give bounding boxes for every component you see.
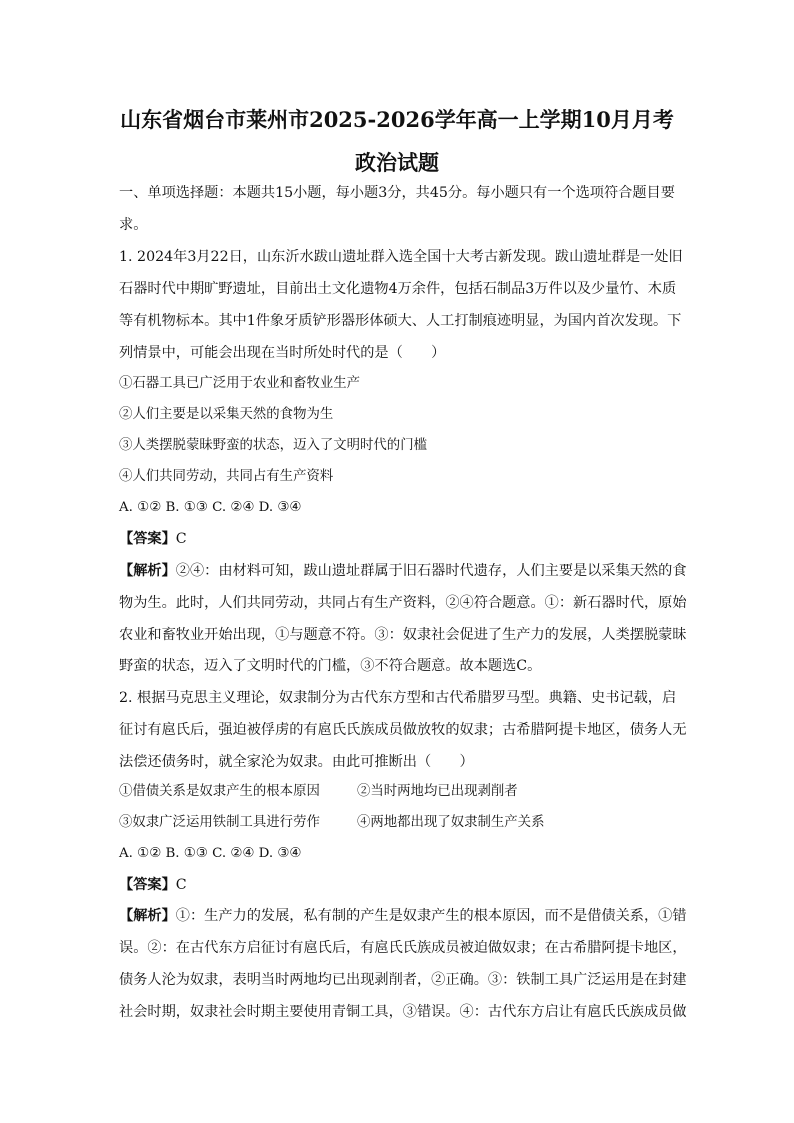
q2-stem-line-2: 征讨有扈氏后，强迫被俘虏的有扈氏氏族成员做放牧的奴隶；古希腊阿提卡地区，债务人无 — [119, 722, 687, 738]
q2-options-row-1 — [119, 782, 689, 802]
q2-option-2: ②当时两地均已出现剥削者 — [357, 784, 518, 799]
q2-option-1: ①借债关系是奴隶产生的根本原因 — [119, 784, 320, 799]
q1-analysis-line-3: 农业和畜牧业开始出现，①与题意不符。③：奴隶社会促进了生产力的发展，人类摆脱蒙昧 — [119, 627, 687, 643]
q1-option-2: ②人们主要是以采集天然的食物为生 — [119, 407, 334, 422]
q1-analysis-line-1 — [119, 561, 689, 581]
q2-choices: A. ①② B. ①③ C. ②④ D. ③④ — [119, 846, 302, 861]
q2-answer — [119, 875, 689, 895]
q2-analysis-line-4: 社会时期，奴隶社会时期主要使用青铜工具，③错误。④：古代东方启让有扈氏氏族成员做 — [119, 1004, 687, 1020]
q2-answer-tag: 【答案】 — [119, 877, 176, 893]
q2-answer-value: C — [175, 877, 187, 893]
q1-analysis-text-1: ②④：由材料可知，跋山遗址群属于旧石器时代遗存，人们主要是以采集天然的食 — [175, 563, 687, 579]
q2-analysis-line-1 — [119, 906, 689, 926]
q1-answer — [119, 529, 689, 549]
q2-option-3: ③奴隶广泛运用铁制工具进行劳作 — [119, 815, 320, 830]
q1-choices: A. ①② B. ①③ C. ②④ D. ③④ — [119, 500, 302, 515]
q1-option-3: ③人类摆脱蒙昧野蛮的状态，迈入了文明时代的门槛 — [119, 438, 427, 453]
q1-answer-value: C — [175, 531, 187, 547]
q1-stem-line-1: 1. 2024年3月22日，山东沂水跋山遗址群入选全国十大考古新发现。跋山遗址群是一处旧 — [119, 249, 683, 265]
q2-stem-line-3: 法偿还债务时，就全家沦为奴隶。由此可推断出（ ） — [119, 754, 474, 770]
q2-analysis-line-2: 误。②：在古代东方启征讨有扈氏后，有扈氏氏族成员被迫做奴隶；在古希腊阿提卡地区， — [119, 940, 687, 956]
q1-analysis-line-2: 物为生。此时，人们共同劳动，共同占有生产资料，②④符合题意。①：新石器时代，原始 — [119, 595, 687, 611]
q2-analysis-tag: 【解析】 — [119, 908, 176, 924]
q1-stem-line-4: 列情景中，可能会出现在当时所处时代的是（ ） — [119, 345, 446, 361]
q2-options-row-2 — [119, 813, 689, 833]
q1-answer-tag: 【答案】 — [119, 531, 176, 547]
section-heading-line-1: 一、单项选择题：本题共15小题，每小题3分，共45分。每小题只有一个选项符合题目要 — [119, 185, 675, 201]
section-heading-line-2: 求。 — [119, 217, 148, 233]
q2-stem-line-1: 2. 根据马克思主义理论，奴隶制分为古代东方型和古代希腊罗马型。典籍、史书记载，启 — [119, 690, 677, 706]
document-subtitle: 政治试题 — [355, 150, 439, 175]
q2-option-4: ④两地都出现了奴隶制生产关系 — [357, 815, 545, 830]
q1-analysis-line-4: 野蛮的状态，迈入了文明时代的门槛，③不符合题意。故本题选C。 — [119, 658, 542, 674]
q1-stem-line-3: 等有机物标本。其中1件象牙质铲形器形体硕大、人工打制痕迹明显，为国内首次发现。下 — [119, 313, 682, 329]
q1-analysis-tag: 【解析】 — [119, 563, 176, 579]
document-title: 山东省烟台市莱州市2025-2026学年高一上学期10月月考 — [120, 107, 674, 132]
q2-analysis-line-3: 债务人沦为奴隶，表明当时两地均已出现剥削者，②正确。③：铁制工具广泛运用是在封建 — [119, 972, 687, 988]
q2-analysis-text-1: ①：生产力的发展，私有制的产生是奴隶产生的根本原因，而不是借债关系，①错 — [175, 908, 687, 924]
q1-option-4: ④人们共同劳动，共同占有生产资料 — [119, 469, 334, 484]
q1-stem-line-2: 石器时代中期旷野遗址，目前出土文化遗物4万余件，包括石制品3万件以及少量竹、木质 — [119, 281, 677, 297]
q1-option-1: ①石器工具已广泛用于农业和畜牧业生产 — [119, 376, 361, 391]
